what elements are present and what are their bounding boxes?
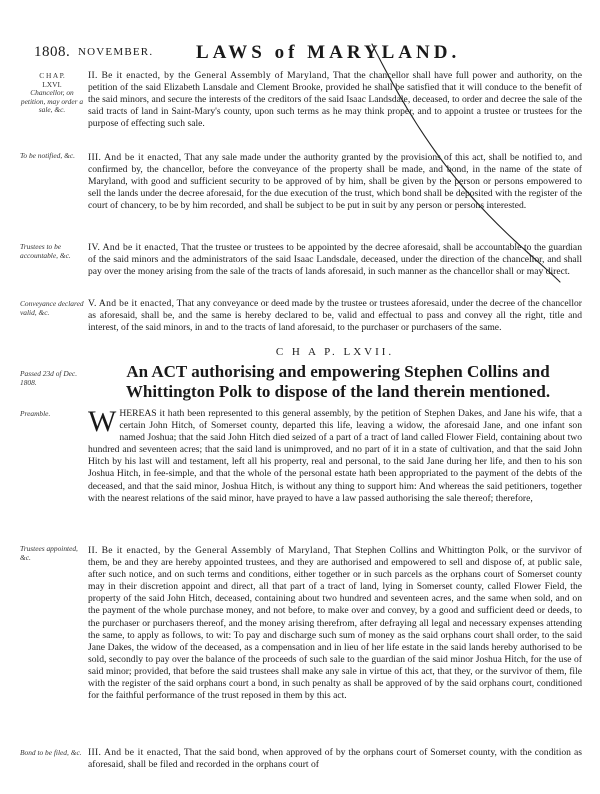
section-2b [88, 545, 582, 702]
margin-preamble: Preamble. [20, 409, 51, 418]
preamble-dropcap: W [88, 405, 117, 438]
preamble [88, 405, 582, 505]
section-2b-lead: II. Be it enacted, by the General Assembly of Maryland, [88, 545, 331, 556]
section-3b-text: That the said bond, when approved of by the orphans court of Somerset county, with the condition as aforesaid, shall be filed and recorded in the orphans court of [88, 747, 582, 771]
margin-passed: Passed 23d of Dec. 1808. [20, 369, 78, 387]
margin-chapter [20, 72, 84, 115]
chapter-heading: C H A P. LXVII. [275, 346, 395, 358]
section-4-lead: IV. And be it enacted, [88, 242, 179, 253]
section-3 [88, 152, 582, 212]
page-header [34, 44, 574, 64]
margin-notified: To be notified, &c. [20, 151, 75, 160]
header-year: 1808. [34, 44, 71, 60]
margin-trustees-accountable: Trustees to be accountable, &c. [20, 242, 71, 260]
margin-conveyance: Conveyance declared valid, &c. [20, 299, 84, 317]
margin-bond: Bond to be filed, &c. [20, 748, 82, 757]
margin-chap-note: Chancellor, on petition, may order a sale, &c. [20, 88, 84, 115]
section-2-text: That the chancellor shall have full power and authority, on the petition of the said Elizabeth Lansdale and Clement Brooke, provided he shall be satisfied that it will conduce to the benefit of the said minors, and secure the interests of the creditors of the said Isaac Landsdale, deceased, to order and decree the sale of the said tracts of land in Saint-Mary's county, upon such terms as he may think proper, and to appoint a trustee or trustees for the purpose of effecting such sale. [88, 70, 582, 130]
section-2 [88, 70, 582, 130]
section-5-lead: V. And be it enacted, [88, 298, 175, 309]
section-3b-lead: III. And be it enacted, [88, 747, 182, 758]
header-title: LAWS of MARYLAND. [196, 42, 461, 63]
section-2-lead: II. Be it enacted, by the General Assembly of Maryland, [88, 70, 330, 81]
section-5 [88, 298, 582, 334]
header-month: NOVEMBER. [78, 46, 154, 58]
section-3b [88, 747, 582, 771]
margin-chap-label: C H A P. [39, 71, 65, 80]
section-3-lead: III. And be it enacted, [88, 152, 182, 163]
section-4-text: That the trustee or trustees to be appointed by the decree aforesaid, shall be accountable to the guardian of the said minors and the administrators of the said Isaac Landsdale, deceased, under the direction of the chancellor, and shall pay over the money arising from the sale of the tracts of lands aforesaid, in such manner as the chancellor shall or may direct. [88, 242, 582, 278]
section-4 [88, 242, 582, 278]
margin-chap-number: LXVI. [42, 79, 62, 89]
margin-trustees-appointed: Trustees appointed, &c. [20, 544, 78, 562]
act-title: An ACT authorising and empowering Stephen Collins and Whittington Polk to dispose of the land therein mentioned. [125, 362, 551, 401]
preamble-text: HEREAS it hath been represented to this general assembly, by the petition of Stephen Dakes, and Jane his wife, that a certain John Hitch, of Somerset county, departed this life, leaving a widow, the aforesaid Jane, and one infant son named Joshua; that the said John Hitch died seized of a part of a tract of land called Flower Field, containing about two hundred and seventeen acres; that the said land is unimproved, and no part of it in a state of cultivation, and that the said John Hitch by his last will and testament, left all his property, real and personal, to the said Jane during her life, and then to his son Joshua Hitch, in fee-simple, and that the whole of the personal estate hath been appropriated to the payment of the debts of the deceased, and that the said minor, Joshua Hitch, is without any thing to support him: And whereas the said petitioners, together with the nearest relations of the said minor, have prayed to have a law passed authorising the sale thereof; therefore, [88, 408, 582, 504]
section-5-text: That any conveyance or deed made by the trustee or trustees aforesaid, under the decree of the chancellor as aforesaid, shall be, and the same is hereby declared to be, valid and effectual to pass and convey all the right, title and interest, of the said minors, in and to the tracts of land aforesaid, to the purchaser or purchasers of the same. [88, 298, 582, 334]
section-3-text: That any sale made under the authority granted by the provisions of this act, shall be notified to, and confirmed by, the chancellor, before the conveyance of the property shall be made, and bond, in the name of the state of Maryland, with good and sufficient security to be approved of by him, shall be given by the person or persons empowered to sell the lands under the decree aforesaid, for the due execution of the trust, which bond shall be deposited with the register of the court of chancery, to be by him recorded, and shall be subject to be put in suit by any person or persons interested. [88, 152, 582, 212]
section-2b-text: That Stephen Collins and Whittington Polk, or the survivor of them, be and they are hereby appointed trustees, and they are authorised and empowered to sell and dispose of, at public sale, after such notice, and on such terms and conditions, either together or in such parcels as the orphans court of Somerset county may in their discretion appoint and direct, all that part of a tract of land, lying in Somerset county, called Flower Field, the property of the said John Hitch, deceased, containing about two hundred and seventeen acres, and the same when sold, and on the payment of the whole purchase money, and not before, to make over and convey, by a good and sufficient deed or deeds, to the purchaser or purchasers thereof, and the money arising therefrom, after defraying all legal and necessary expenses attending the same, to apply as follows, to wit: To pay and discharge such sum of money as the said orphans court shall order, to the said Jane Dakes, the widow of the deceased, as a compensation and in lieu of her life estate in the said lands hereby authorised to be sold, secondly to pay over the balance of the proceeds of such sale to the guardian of the said minor Joshua Hitch, for the use of said minor; provided, that before the said trustees shall make any sale in virtue of this act, that they, or the survivor of them, file with the register of the said orphans court a bond, in such penalty as shall be approved of by the said orphans court, conditioned for the faithful performance of the trust reposed in them by this act. [88, 545, 582, 702]
